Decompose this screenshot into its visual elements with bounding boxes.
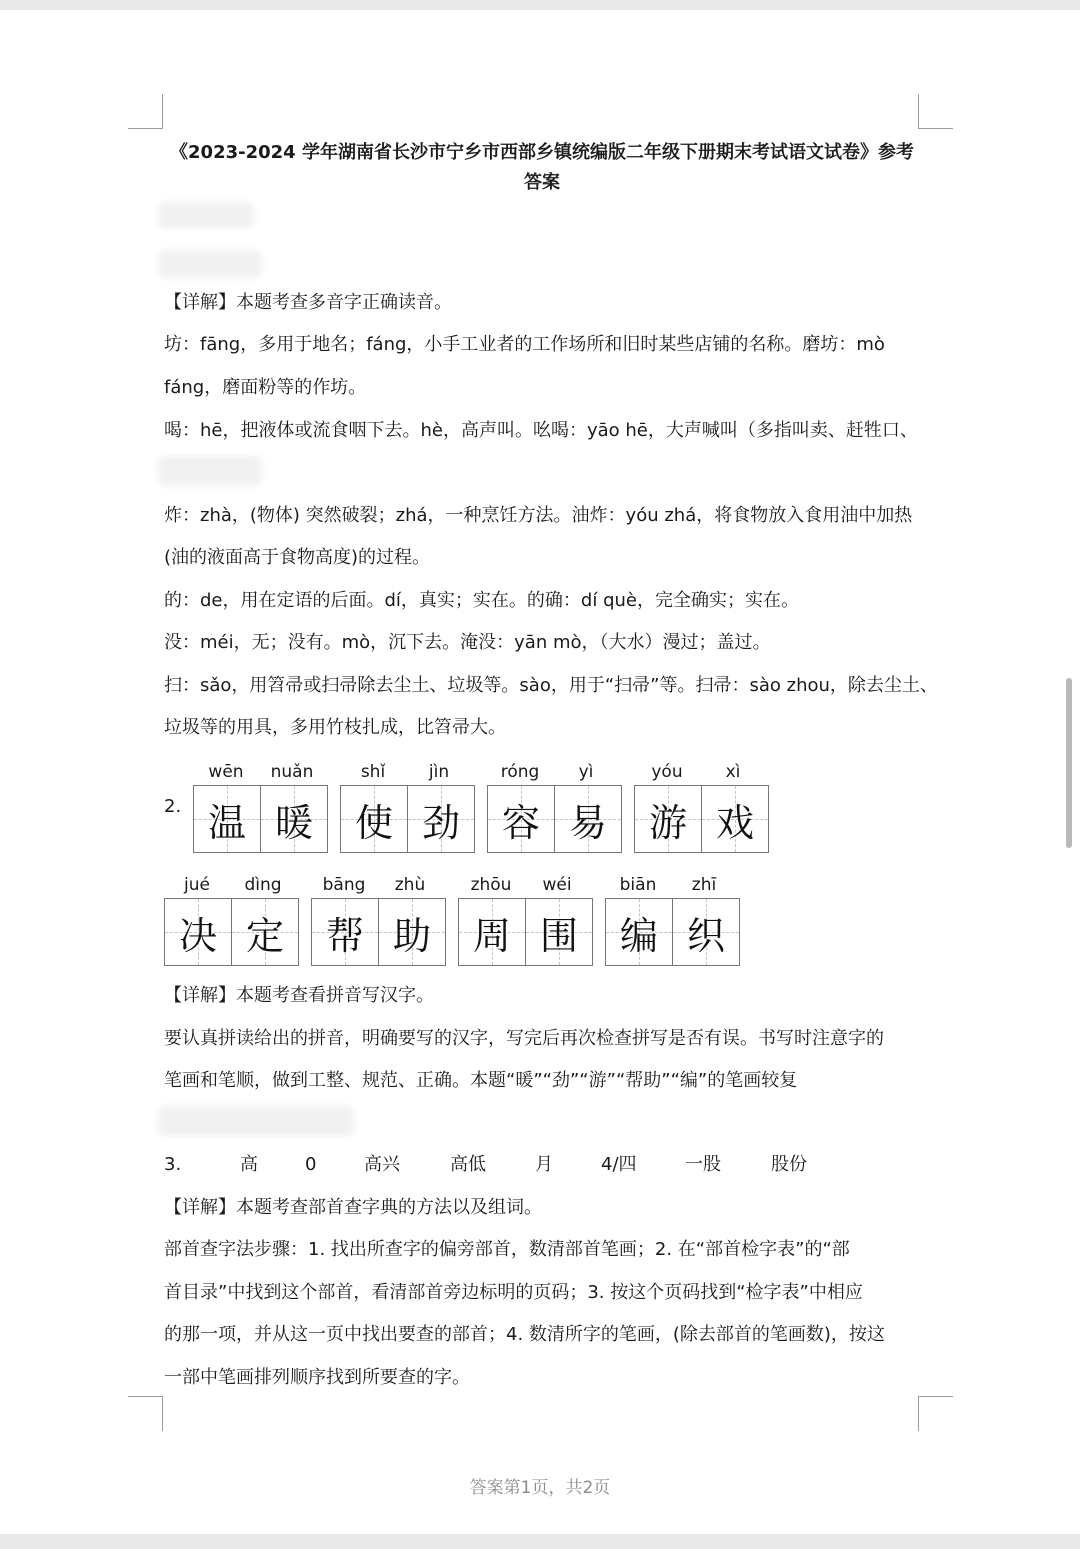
question-number: 2.	[164, 796, 182, 817]
pinyin-word	[634, 759, 769, 853]
q3-explanation-line: 首目录”中找到这个部首，看清部首旁边标明的页码；3. 按这个页码找到“检字表”中相应	[164, 1282, 863, 1303]
pinyin: shǐ	[360, 762, 386, 782]
pinyin: yì	[578, 762, 594, 782]
pinyin: yóu	[651, 762, 683, 782]
blurred-region	[158, 1106, 354, 1136]
q3-explanation-line: 部首查字法步骤：1. 找出所查字的偏旁部首，数清部首笔画；2. 在“部首检字表”的“部	[164, 1239, 850, 1260]
page-footer: 答案第1页，共2页	[469, 1478, 611, 1498]
q3-explanation-line: 【详解】本题考查部首查字典的方法以及组词。	[164, 1197, 542, 1218]
pinyin-word	[340, 759, 475, 853]
corner-mark-top-left	[128, 94, 163, 129]
vertical-scrollbar[interactable]	[1066, 678, 1072, 848]
answer-item: 4/四	[601, 1154, 637, 1175]
answer-item: 高兴	[364, 1154, 400, 1175]
pinyin: biān	[619, 875, 657, 895]
pinyin: róng	[500, 762, 540, 782]
q1-explanation-line: 扫：sǎo，用笤帚或扫帚除去尘土、垃圾等。sào，用于“扫帚”等。扫帚：sào zhou，除去尘土、	[164, 675, 938, 696]
char-box: 劲	[407, 786, 474, 852]
pinyin-word	[487, 759, 622, 853]
char-box: 决	[165, 899, 231, 965]
q1-explanation-line: 【详解】本题考查多音字正确读音。	[164, 292, 452, 313]
pinyin-word	[458, 872, 593, 966]
answer-item: 一股	[685, 1154, 721, 1175]
answer-item: 高低	[450, 1154, 486, 1175]
answer-item: 月	[535, 1154, 553, 1175]
pinyin: jué	[184, 875, 210, 895]
pinyin: xì	[725, 762, 741, 782]
corner-mark-bottom-left	[128, 1396, 163, 1431]
q1-explanation-line: 喝：hē，把液体或流食咽下去。hè，高声叫。吆喝：yāo hē，大声喊叫（多指叫卖、赶牲口、	[164, 420, 918, 441]
char-box: 助	[378, 899, 445, 965]
q2-explanation-line: 【详解】本题考查看拼音写汉字。	[164, 985, 434, 1006]
char-box: 帮	[312, 899, 378, 965]
pinyin: nuǎn	[270, 762, 314, 782]
q3-explanation-line: 一部中笔画排列顺序找到所要查的字。	[164, 1367, 470, 1388]
char-box: 织	[672, 899, 739, 965]
pinyin: jìn	[428, 762, 450, 782]
answer-item: 股份	[771, 1154, 807, 1175]
answer-item: 0	[305, 1154, 317, 1175]
char-box: 周	[459, 899, 525, 965]
q1-explanation-line: 炸：zhà，(物体) 突然破裂；zhá，一种烹饪方法。油炸：yóu zhá，将食物放入食用油中加热	[164, 505, 913, 526]
pinyin: zhù	[394, 875, 426, 895]
char-box: 围	[525, 899, 592, 965]
q2-explanation-line: 要认真拼读给出的拼音，明确要写的汉字，写完后再次检查拼写是否有误。书写时注意字的	[164, 1028, 884, 1049]
char-box: 暖	[260, 786, 327, 852]
corner-mark-top-right	[918, 94, 953, 129]
document-title: 《2023-2024 学年湖南省长沙市宁乡市西部乡镇统编版二年级下册期末考试语文试卷》参考答案	[170, 142, 914, 193]
pinyin: wéi	[542, 875, 572, 895]
pinyin: zhī	[691, 875, 717, 895]
q2-explanation-line: 笔画和笔顺，做到工整、规范、正确。本题“暖”“劲”“游”“帮助”“编”的笔画较复	[164, 1070, 798, 1091]
pinyin: dìng	[244, 875, 282, 895]
char-box: 定	[231, 899, 298, 965]
blurred-region	[158, 456, 262, 486]
q1-explanation-line: 的：de，用在定语的后面。dí，真实；实在。的确：dí què，完全确实；实在。	[164, 590, 799, 611]
char-box: 游	[635, 786, 701, 852]
pinyin: zhōu	[470, 875, 512, 895]
char-box: 易	[554, 786, 621, 852]
char-box: 容	[488, 786, 554, 852]
pinyin-word	[164, 872, 299, 966]
q1-explanation-line: 没：méi，无；没有。mò，沉下去。淹没：yān mò，（大水）漫过；盖过。	[164, 632, 771, 653]
q1-explanation-line: fáng，磨面粉等的作坊。	[164, 377, 367, 398]
q3-explanation-line: 的那一项，并从这一页中找出要查的部首；4. 数清所字的笔画，(除去部首的笔画数)，按这	[164, 1324, 885, 1345]
answer-item: 高	[240, 1154, 258, 1175]
q1-explanation-line: 坊：fāng，多用于地名；fáng，小手工业者的工作场所和旧时某些店铺的名称。磨坊：mò	[164, 334, 885, 355]
pinyin-word	[605, 872, 740, 966]
question-number: 3.	[164, 1154, 182, 1175]
char-box: 戏	[701, 786, 768, 852]
blurred-region	[158, 250, 262, 278]
corner-mark-bottom-right	[918, 1396, 953, 1431]
pinyin: wēn	[208, 762, 244, 782]
pinyin-word	[311, 872, 446, 966]
char-box: 使	[341, 786, 407, 852]
q1-explanation-line: 垃圾等的用具，多用竹枝扎成，比笤帚大。	[164, 717, 506, 738]
q1-explanation-line: (油的液面高于食物高度)的过程。	[164, 547, 431, 568]
pinyin: bāng	[322, 875, 366, 895]
char-box: 编	[606, 899, 672, 965]
pinyin-word	[193, 759, 328, 853]
blurred-region	[158, 202, 254, 228]
char-box: 温	[194, 786, 260, 852]
